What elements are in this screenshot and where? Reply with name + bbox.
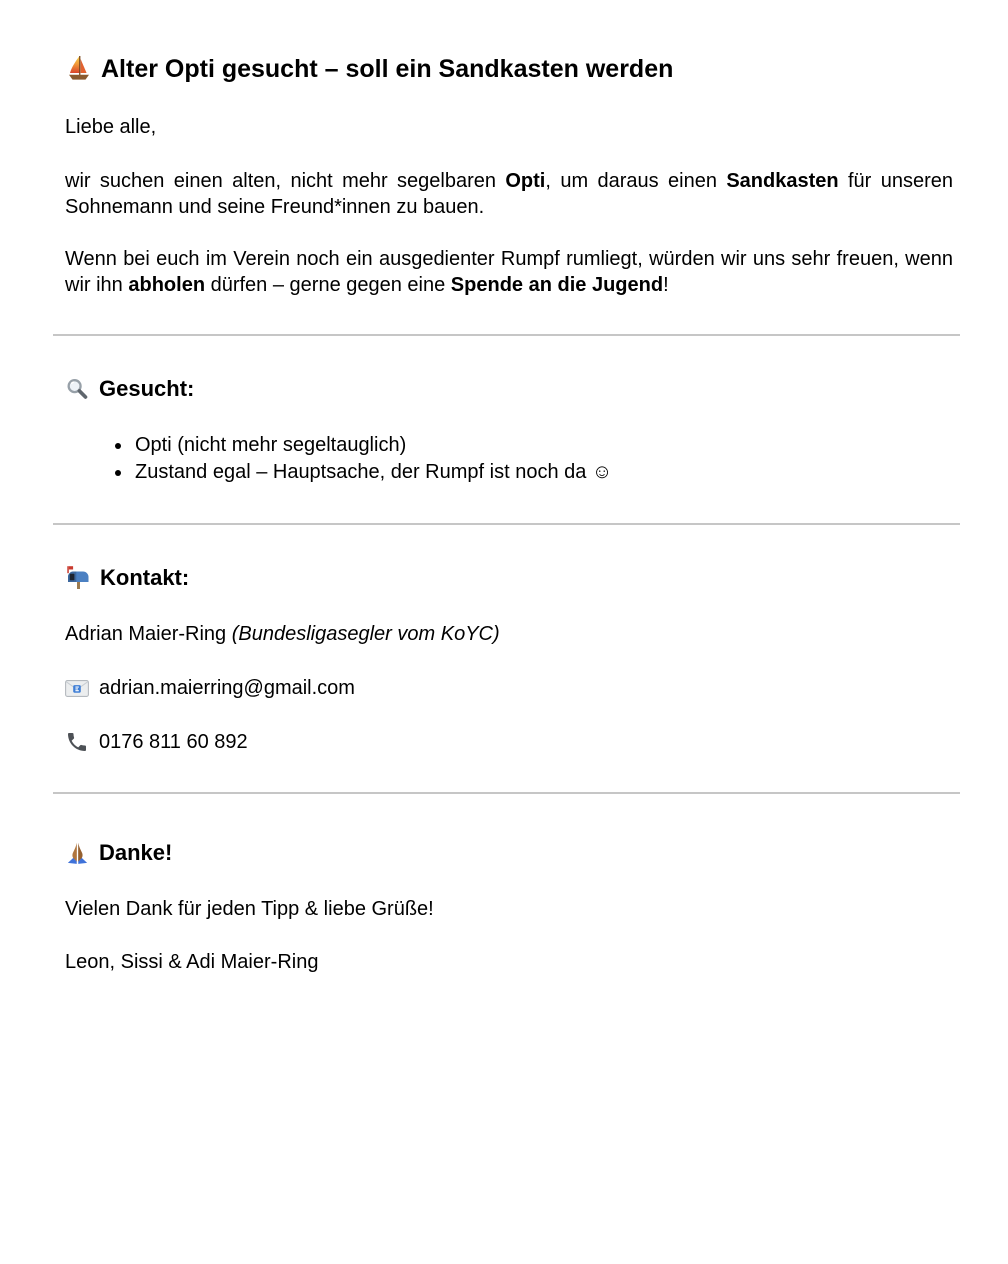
divider — [53, 523, 960, 525]
greeting-text: Liebe alle, — [65, 116, 157, 138]
page-title-text: Alter Opti gesucht – soll ein Sandkasten werden — [101, 55, 674, 83]
intro-paragraph: wir suchen einen alten, nicht mehr segelbaren Opti, um daraus einen Sandkasten für unseren Sohnemann und seine Freund*innen zu bauen. — [65, 170, 953, 218]
sailboat-icon — [65, 55, 93, 83]
mailbox-icon — [65, 565, 91, 591]
section-heading-kontakt — [65, 563, 953, 593]
list-item: • Zustand egal – Hauptsache, der Rumpf ist noch da ☺ — [133, 459, 960, 486]
contact-email-line — [65, 675, 953, 701]
signature-text: Leon, Sissi & Adi Maier-Ring — [65, 951, 319, 973]
request-paragraph: Wenn bei euch im Verein noch ein ausgedienter Rumpf rumliegt, würden wir uns sehr freuen, wenn wir ihn abholen dürfen – gerne gegen eine Spende an die Jugend! — [65, 248, 953, 296]
contact-person: Adrian Maier-Ring (Bundesligasegler vom KoYC) — [65, 623, 500, 645]
folded-hands-icon — [65, 841, 90, 866]
section-heading-text: Kontakt: — [100, 565, 190, 590]
section-heading-danke — [65, 838, 953, 868]
contact-phone-line — [65, 729, 953, 755]
phone-number: 0176 811 60 892 — [99, 731, 248, 753]
email-icon — [65, 680, 89, 697]
section-heading-text: Gesucht: — [99, 376, 195, 401]
wanted-list — [53, 432, 960, 486]
page-title — [65, 0, 953, 86]
divider — [53, 792, 960, 794]
section-heading-gesucht — [65, 374, 953, 404]
divider — [53, 334, 960, 336]
magnifier-icon — [65, 377, 90, 402]
section-heading-text: Danke! — [99, 840, 173, 865]
phone-icon — [65, 730, 89, 754]
email-address: adrian.maierring@gmail.com — [99, 677, 355, 699]
list-item: • Opti (nicht mehr segeltauglich) — [133, 432, 960, 459]
thanks-text: Vielen Dank für jeden Tipp & liebe Grüße! — [65, 898, 434, 920]
